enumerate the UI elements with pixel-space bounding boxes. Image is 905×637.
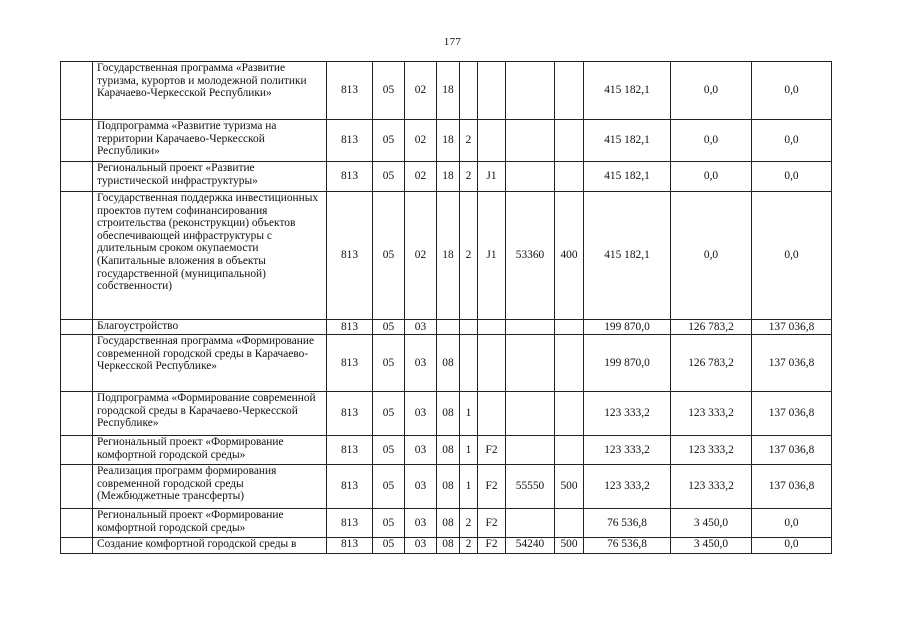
row-number-cell: [61, 62, 93, 120]
row-number-cell: [61, 120, 93, 162]
cell-section: 05: [373, 538, 405, 554]
row-name: Подпрограмма «Развитие туризма на территории Карачаево-Черкесской Республики»: [93, 120, 327, 162]
row-number-cell: [61, 436, 93, 465]
cell-expense-type: [555, 120, 584, 162]
cell-grbs: 813: [327, 436, 373, 465]
row-number-cell: [61, 392, 93, 436]
row-name: Создание комфортной городской среды в: [93, 538, 327, 554]
cell-program: 18: [437, 120, 460, 162]
cell-amount-3: 137 036,8: [752, 392, 832, 436]
row-number-cell: [61, 192, 93, 320]
cell-program: [437, 320, 460, 335]
cell-project: [478, 392, 506, 436]
cell-amount-3: 137 036,8: [752, 465, 832, 509]
cell-program: 18: [437, 192, 460, 320]
row-name: Региональный проект «Развитие туристической инфраструктуры»: [93, 162, 327, 192]
cell-amount-2: 123 333,2: [671, 436, 752, 465]
cell-amount-1: 123 333,2: [584, 436, 671, 465]
cell-amount-1: 123 333,2: [584, 465, 671, 509]
cell-amount-1: 415 182,1: [584, 162, 671, 192]
row-name: Региональный проект «Формирование комфортной городской среды»: [93, 509, 327, 538]
cell-subprogram: 1: [460, 465, 478, 509]
cell-program: 08: [437, 335, 460, 392]
cell-subprogram: 2: [460, 192, 478, 320]
cell-grbs: 813: [327, 192, 373, 320]
cell-section: 05: [373, 120, 405, 162]
cell-expense-type: [555, 62, 584, 120]
cell-subsection: 03: [405, 509, 437, 538]
cell-expense-type: [555, 335, 584, 392]
cell-amount-2: 0,0: [671, 162, 752, 192]
cell-expense-type: [555, 509, 584, 538]
cell-direction: [506, 392, 555, 436]
row-number-cell: [61, 335, 93, 392]
cell-amount-2: 3 450,0: [671, 509, 752, 538]
cell-amount-2: 123 333,2: [671, 465, 752, 509]
cell-program: 08: [437, 392, 460, 436]
cell-subsection: 02: [405, 192, 437, 320]
cell-expense-type: [555, 436, 584, 465]
cell-project: J1: [478, 192, 506, 320]
cell-grbs: 813: [327, 320, 373, 335]
budget-table: [60, 61, 832, 554]
cell-project: [478, 120, 506, 162]
cell-amount-2: 0,0: [671, 120, 752, 162]
cell-amount-3: 137 036,8: [752, 320, 832, 335]
cell-subsection: 02: [405, 62, 437, 120]
cell-section: 05: [373, 509, 405, 538]
cell-amount-1: 199 870,0: [584, 335, 671, 392]
cell-amount-1: 123 333,2: [584, 392, 671, 436]
cell-section: 05: [373, 320, 405, 335]
cell-program: 08: [437, 538, 460, 554]
row-name: Благоустройство: [93, 320, 327, 335]
cell-subsection: 03: [405, 538, 437, 554]
cell-subprogram: [460, 335, 478, 392]
cell-expense-type: 500: [555, 465, 584, 509]
cell-direction: [506, 436, 555, 465]
cell-direction: 53360: [506, 192, 555, 320]
cell-section: 05: [373, 465, 405, 509]
row-number-cell: [61, 509, 93, 538]
cell-direction: 54240: [506, 538, 555, 554]
row-name: Реализация программ формирования современной городской среды (Межбюджетные трансферты): [93, 465, 327, 509]
cell-subsection: 03: [405, 436, 437, 465]
cell-subsection: 03: [405, 335, 437, 392]
table-row: [61, 320, 832, 335]
cell-amount-2: 3 450,0: [671, 538, 752, 554]
cell-expense-type: [555, 162, 584, 192]
row-number-cell: [61, 538, 93, 554]
table-row: [61, 538, 832, 554]
cell-program: 08: [437, 509, 460, 538]
cell-project: F2: [478, 538, 506, 554]
cell-amount-2: 0,0: [671, 62, 752, 120]
cell-project: J1: [478, 162, 506, 192]
cell-subprogram: 2: [460, 538, 478, 554]
table-row: [61, 162, 832, 192]
cell-amount-1: 199 870,0: [584, 320, 671, 335]
cell-subprogram: 1: [460, 436, 478, 465]
cell-amount-3: 0,0: [752, 62, 832, 120]
cell-subsection: 02: [405, 120, 437, 162]
cell-amount-3: 0,0: [752, 538, 832, 554]
cell-amount-1: 76 536,8: [584, 538, 671, 554]
table-row: [61, 509, 832, 538]
row-name: Региональный проект «Формирование комфортной городской среды»: [93, 436, 327, 465]
cell-expense-type: [555, 320, 584, 335]
cell-grbs: 813: [327, 120, 373, 162]
row-name: Государственная программа «Развитие туризма, курортов и молодежной политики Карачаево-Черкесской Республики»: [93, 62, 327, 120]
row-name: Государственная программа «Формирование современной городской среды в Карачаево-Черкесской Республике»: [93, 335, 327, 392]
table-row: [61, 192, 832, 320]
cell-grbs: 813: [327, 162, 373, 192]
cell-subsection: 03: [405, 465, 437, 509]
cell-amount-1: 76 536,8: [584, 509, 671, 538]
cell-subprogram: [460, 320, 478, 335]
cell-program: 18: [437, 62, 460, 120]
cell-amount-1: 415 182,1: [584, 120, 671, 162]
cell-project: [478, 335, 506, 392]
cell-grbs: 813: [327, 335, 373, 392]
cell-amount-3: 137 036,8: [752, 335, 832, 392]
cell-section: 05: [373, 436, 405, 465]
row-number-cell: [61, 162, 93, 192]
table-row: [61, 335, 832, 392]
cell-amount-1: 415 182,1: [584, 62, 671, 120]
cell-subprogram: 2: [460, 120, 478, 162]
cell-grbs: 813: [327, 465, 373, 509]
table-row: [61, 392, 832, 436]
cell-project: F2: [478, 436, 506, 465]
cell-direction: [506, 335, 555, 392]
cell-grbs: 813: [327, 538, 373, 554]
cell-section: 05: [373, 62, 405, 120]
cell-grbs: 813: [327, 392, 373, 436]
cell-amount-3: 0,0: [752, 192, 832, 320]
cell-expense-type: 400: [555, 192, 584, 320]
cell-subprogram: 2: [460, 509, 478, 538]
cell-amount-3: 137 036,8: [752, 436, 832, 465]
cell-subprogram: [460, 62, 478, 120]
page-number: 177: [443, 36, 462, 48]
table-row: [61, 62, 832, 120]
cell-subprogram: 1: [460, 392, 478, 436]
cell-direction: [506, 320, 555, 335]
cell-project: F2: [478, 509, 506, 538]
table-row: [61, 120, 832, 162]
cell-section: 05: [373, 335, 405, 392]
cell-amount-2: 123 333,2: [671, 392, 752, 436]
cell-amount-3: 0,0: [752, 120, 832, 162]
cell-amount-1: 415 182,1: [584, 192, 671, 320]
cell-direction: [506, 162, 555, 192]
cell-section: 05: [373, 392, 405, 436]
cell-section: 05: [373, 162, 405, 192]
table-row: [61, 436, 832, 465]
cell-project: F2: [478, 465, 506, 509]
cell-program: 08: [437, 465, 460, 509]
cell-expense-type: 500: [555, 538, 584, 554]
cell-direction: 55550: [506, 465, 555, 509]
cell-project: [478, 62, 506, 120]
cell-subprogram: 2: [460, 162, 478, 192]
cell-direction: [506, 120, 555, 162]
cell-direction: [506, 62, 555, 120]
row-number-cell: [61, 465, 93, 509]
cell-subsection: 03: [405, 320, 437, 335]
cell-section: 05: [373, 192, 405, 320]
cell-amount-2: 0,0: [671, 192, 752, 320]
cell-amount-2: 126 783,2: [671, 320, 752, 335]
cell-program: 08: [437, 436, 460, 465]
table-row: [61, 465, 832, 509]
row-number-cell: [61, 320, 93, 335]
cell-amount-3: 0,0: [752, 509, 832, 538]
row-name: Государственная поддержка инвестиционных проектов путем софинансирования строительства (реконструкции) объектов обеспечивающей инфраструктуры с длительным сроком окупаемости (Капитальные вложения в объекты государственной (муниципальной) собственности): [93, 192, 327, 320]
cell-expense-type: [555, 392, 584, 436]
cell-project: [478, 320, 506, 335]
cell-direction: [506, 509, 555, 538]
cell-amount-3: 0,0: [752, 162, 832, 192]
cell-grbs: 813: [327, 62, 373, 120]
cell-subsection: 03: [405, 392, 437, 436]
row-name: Подпрограмма «Формирование современной городской среды в Карачаево-Черкесской Республике»: [93, 392, 327, 436]
cell-grbs: 813: [327, 509, 373, 538]
cell-program: 18: [437, 162, 460, 192]
cell-amount-2: 126 783,2: [671, 335, 752, 392]
cell-subsection: 02: [405, 162, 437, 192]
